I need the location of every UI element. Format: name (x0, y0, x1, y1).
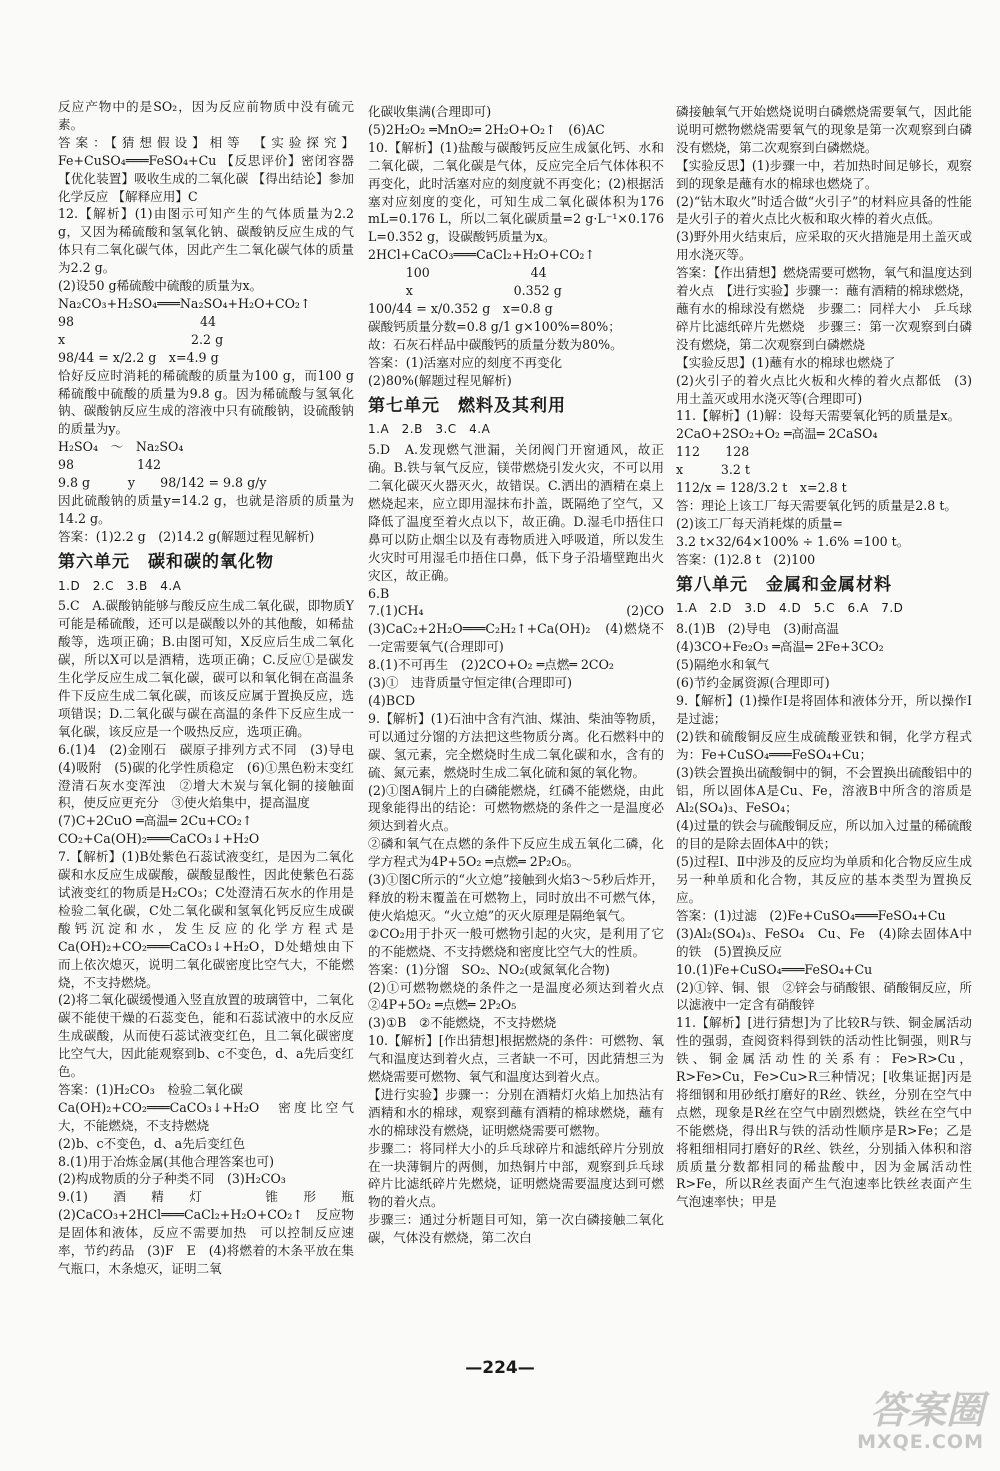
answer-line: (5)2H₂O₂ ═MnO₂═ 2H₂O+O₂↑ (6)AC (368, 121, 605, 137)
unit-6-choice-answers: 1.D 2.C 3.B 4.A (58, 578, 182, 593)
answer-line: (2)将二氧化碳缓慢通入竖直放置的玻璃管中，二氧化碳不能使干燥的石蕊变色，能和石蕊试液中的水反应生成碳酸，从而使石蕊试液变红色，且二氧化碳密度比空气大，因此能观察到b、c不变色，d、a先后变红色。 (58, 992, 354, 1080)
answer-line: 98 44 (58, 313, 216, 329)
answer-line: x 0.352 g (368, 283, 562, 299)
answer-line: 答案：(1)活塞对应的刻度不再变化 (368, 354, 563, 370)
unit-8-heading: 第八单元 金属和金属材料 (676, 574, 892, 595)
answer-line: x 2.2 g (58, 331, 224, 347)
answer-line: (4)过量的铁会与硫酸铜反应，所以加入过量的稀硫酸的目的是除去固体A中的铁； (676, 818, 972, 852)
answer-line: CO₂+Ca(OH)₂═══CaCO₃↓+H₂O (58, 831, 260, 847)
answer-line: 6.(1)4 (2)金刚石 碳原子排列方式不同 (3)导电 (4)吸附 (5)碳的化学性质稳定 (6)①黑色粉末变红 澄清石灰水变浑浊 ②增大木炭与氧化铜的接触面积，使反应更充分 ③使火焰集中，提高温度 (58, 741, 367, 811)
answer-line: 【进行实验】步骤一：分别在酒精灯火焰上加热沾有酒精和水的棉球，观察到蘸有酒精的棉球燃烧，蘸有水的棉球没有燃烧，证明燃烧需要可燃物。 (368, 1086, 664, 1138)
answer-line: 磷接触氧气开始燃烧说明白磷燃烧需要氧气，因此能说明可燃物燃烧需要氧气的现象是第一次观察到白磷没有燃烧，第二次观察到白磷燃烧。 (676, 104, 972, 155)
column-middle (368, 103, 677, 1247)
answer-line: 12.【解析】(1)由图示可知产生的气体质量为2.2 g，又因为稀硫酸和氢氧化钠、碳酸钠反应生成的气体只有二氧化碳气体，因此产生二氧化碳气体的质量为2.2 g。 (58, 206, 354, 276)
page-number: —224— (465, 1358, 535, 1378)
answer-block-unit7 (368, 441, 677, 1247)
answer-line: 100 44 (368, 265, 547, 281)
answer-line: 9.【解析】(1)石油中含有汽油、煤油、柴油等物质，可以通过分馏的方法把这些物质分离。化石燃料中的碳、氢元素，完全燃烧时生成二氧化碳和水，含有的硫、氮元素，燃烧时生成二氧化硫和氮的氧化物。 (368, 710, 664, 780)
answer-line: (4)3CO+Fe₂O₃ ═高温═ 2Fe+3CO₂ (676, 639, 884, 655)
answer-block-unit5 (58, 98, 354, 546)
answer-line: 5.C A.碳酸钠能够与酸反应生成二氧化碳，即物质Y可能是稀硫酸，还可以是碳酸以外的其他酸，如稀盐酸等，选项正确；B.由图可知，X反应后生成二氧化碳，所以X可以是酒精，选项正确；C.反应①是碳发生化学反应生成二氧化碳，碳可以和氧化铜在高温条件下反应生成二氧化碳，而该反应属于置换反应，选项错误；D.二氧化碳与碳在高温的条件下反应生成一氧化碳，该反应是一个吸热反应，选项正确。 (58, 598, 354, 739)
answer-line: 答案：(1)分馏 SO₂、NO₂(或氮氧化合物) (368, 961, 610, 977)
answer-line: (2)“钻木取火”时适合做“火引子”的材料应具备的性能是火引子的着火点比火板和取火棒的着火点低。 (676, 193, 972, 227)
answer-line: 11.【解析】(1)解：设每天需要氧化钙的质量是x。 (676, 408, 961, 424)
answer-block-unit6 (58, 597, 367, 1277)
answer-line: 步骤二：将同样大小的乒乓球碎片和滤纸碎片分别放在一块薄铜片的两侧，加热铜片中部，观察到乒乓球碎片比滤纸碎片先燃烧，证明燃烧需要温度达到可燃物的着火点。 (368, 1140, 664, 1210)
answer-line: Ca(OH)₂+CO₂═══CaCO₃↓+H₂O 密度比空气大，不能燃烧，不支持燃烧 (58, 1099, 354, 1133)
answer-line: (2)①图A铜片上的白磷能燃烧，红磷不能燃烧，由此现象能得出的结论：可燃物燃烧的条件之一是温度必须达到着火点。 (368, 782, 664, 834)
answer-line: 7.【解析】(1)B处紫色石蕊试液变红，是因为二氧化碳和水反应生成碳酸，碳酸显酸性，因此使紫色石蕊试液变红的物质是H₂CO₃；C处澄清石灰水的作用是检验二氧化碳，C处二氧化碳和氢氧化钙反应生成碳酸钙沉淀和水，发生反应的化学方程式是Ca(OH)₂+CO₂═══CaCO₃↓+H₂O，D处蜡烛由下而上依次熄灭，说明二氧化碳密度比空气大，不能燃烧，不支持燃烧。 (58, 849, 354, 990)
answer-line: (2)b、c不变色，d、a先后变红色 (58, 1135, 246, 1151)
answer-line: (5)过程Ⅰ、Ⅱ中涉及的反应均为单质和化合物反应生成另一种单质和化合物，其反应的基本类型为置换反应。 (676, 854, 972, 905)
answer-line: ②磷和氧气在点燃的条件下反应生成五氧化二磷，化学方程式为4P+5O₂ ═点燃═ 2P₂O₅。 (368, 836, 664, 870)
unit-7-choice-answers: 1.A 2.B 3.C 4.A (368, 422, 491, 437)
answer-line: 112/x = 128/3.2 t x=2.8 t (676, 480, 847, 496)
answer-line: 答案：【猜想假设】相等 【实验探究】Fe+CuSO₄═══FeSO₄+Cu 【反思评价】密闭容器 【优化装置】吸收生成的二氧化碳 【得出结论】参加化学反应 【解释应用】C (58, 134, 354, 204)
answer-line: 8.(1)B (2)导电 (3)耐高温 (676, 621, 839, 637)
answer-line: ②CO₂用于扑灭一般可燃物引起的火灾，是利用了它的不能燃烧、不支持燃烧和密度比空气大的性质。 (368, 925, 664, 959)
answer-line: Na₂CO₃+H₂SO₄═══Na₂SO₄+H₂O+CO₂↑ (58, 295, 311, 311)
answer-line: 恰好反应时消耗的稀硫酸的质量为100 g，而100 g稀硫酸中硫酸的质量为9.8 g。因为稀硫酸与氢氧化钠、碳酸钠反应生成的溶液中只有硫酸钠，设硫酸钠的质量为y。 (58, 367, 354, 437)
column-left (58, 98, 367, 1278)
answer-line: 3.2 t×32/64×100% ÷ 1.6% =100 t。 (676, 533, 910, 549)
answer-block-unit8 (676, 620, 972, 1211)
column-right (676, 103, 972, 1211)
answer-line: 10.【解析】(1)盐酸与碳酸钙反应生成氯化钙、水和二氧化碳，二氧化碳是气体，反应完全后气体体积不再变化，此时活塞对应的刻度就不再变化；(2)根据活塞对应刻度的变化，可知生成二氧化碳体积为176 mL=0.176 L，所以二氧化碳质量=2 g·L⁻¹×0.176 L=0.352 g，设碳酸钙质量为x。 (368, 139, 664, 245)
answer-line: 98 142 (58, 457, 162, 473)
answer-line: (7)C+2CuO ═高温═ 2Cu+CO₂↑ (58, 813, 253, 829)
answer-line: (2)铁和硫酸铜反应生成硫酸亚铁和铜，化学方程式为：Fe+CuSO₄═══FeSO₄+Cu； (676, 728, 972, 762)
answer-line: H₂SO₄ ～ Na₂SO₄ (58, 439, 184, 455)
answer-line: (3)①图C所示的“火立熄”接触到火焰3～5秒后炸开，释放的粉末覆盖在可燃物上，同时放出不可燃气体，使火焰熄灭。“火立熄”的灭火原理是隔绝氧气。 (368, 872, 664, 923)
answer-line: (2)①可燃物燃烧的条件之一是温度必须达到着火点 ②4P+5O₂ ═点燃═ 2P₂O₅ (368, 979, 677, 1013)
answer-line: 2CaO+2SO₂+O₂ ═高温═ 2CaSO₄ (676, 426, 878, 442)
answer-line: (4)BCD (368, 693, 416, 708)
answer-line: 10.(1)Fe+CuSO₄═══FeSO₄+Cu (676, 961, 873, 977)
answer-line: 9.8 g y 98/142 = 9.8 g/y (58, 475, 267, 491)
answer-line: (2)该工厂每天消耗煤的质量= (676, 515, 843, 531)
unit-6-heading: 第六单元 碳和碳的氧化物 (58, 551, 274, 572)
answer-line: 98/44 = x/2.2 g x=4.9 g (58, 349, 219, 365)
answer-line: (2)80%(解题过程见解析) (368, 372, 512, 388)
answer-line: 【实验反思】(1)步骤一中，若加热时间足够长，观察到的现象是蘸有水的棉球也燃烧了。 (676, 157, 972, 191)
answer-line: 反应产物中的是SO₂，因为反应前物质中没有硫元素。 (58, 99, 354, 132)
answer-line: 答案：(1)2.8 t (2)100 (676, 551, 816, 567)
answer-line: (2)火引子的着火点比火板和火棒的着火点都低 (3)用土盖灭或用水浇灭等(合理即可) (676, 372, 972, 406)
watermark-url: MXQE.COM (857, 1431, 984, 1453)
answer-line: (2)①锌、铜、银 ②锌会与硝酸银、硝酸铜反应，所以滤液中一定含有硝酸锌 (676, 979, 972, 1013)
answer-line: (3)①B ②不能燃烧，不支持燃烧 (368, 1015, 557, 1031)
answer-line: (2)设50 g稀硫酸中硫酸的质量为x。 (58, 278, 263, 294)
answer-line: (5)隔绝水和氧气 (676, 657, 770, 673)
answer-line: 步骤三：通过分析题目可知，第一次白磷接触二氧化碳，气体没有燃烧，第二次白 (368, 1212, 664, 1246)
answer-line: 2HCl+CaCO₃═══CaCl₂+H₂O+CO₂↑ (368, 247, 595, 263)
answer-line: 碳酸钙质量分数=0.8 g/1 g×100%=80%； (368, 318, 621, 334)
watermark-text: 答案圈 (869, 1388, 984, 1432)
unit-8-choice-answers: 1.A 2.D 3.D 4.D 5.C 6.A 7.D (676, 601, 904, 616)
answer-line: 9.【解析】(1)操作Ⅰ是将固体和液体分开，所以操作Ⅰ是过滤； (676, 693, 972, 726)
answer-line: 化碳收集满(合理即可) (368, 104, 492, 119)
answer-line: 因此硫酸钠的质量y=14.2 g，也就是溶质的质量为14.2 g。 (58, 492, 354, 526)
answer-line: 8.(1)用于冶炼金属(其他合理答案也可) (58, 1153, 274, 1169)
answer-line: (2)构成物质的分子种类不同 (3)H₂CO₃ (58, 1171, 286, 1187)
answer-block-unit6-cont (368, 103, 664, 390)
answer-line: 9.(1)酒精灯 锥形瓶 (2)CaCO₃+2HCl═══CaCl₂+H₂O+CO₂↑ 反应物是固体和液体，反应不需要加热 可以控制反应速率，节约药品 (3)F E (4)将燃着的木条平放在集气瓶口，木条熄灭，证明二氧 (58, 1189, 367, 1276)
answer-line: 答：理论上该工厂每天需要氧化钙的质量是2.8 t。 (676, 497, 957, 513)
answer-line: (3)① 违背质量守恒定律(合理即可) (368, 675, 572, 691)
answer-line: (3)铁会置换出硫酸铜中的铜，不会置换出硫酸铝中的铝，所以固体A是Cu、Fe，溶液B中所含的溶质是Al₂(SO₄)₃、FeSO₄； (676, 764, 972, 816)
answer-line: 答案：(1)2.2 g (2)14.2 g(解题过程见解析) (58, 528, 315, 544)
unit-7-heading: 第七单元 燃料及其利用 (368, 395, 566, 416)
answer-line: x 3.2 t (676, 462, 750, 478)
answer-line: 6.B (368, 585, 390, 601)
answer-line: 【实验反思】(1)蘸有水的棉球也燃烧了 (676, 354, 896, 370)
answer-line: 8.(1)不可再生 (2)2CO+O₂ ═点燃═ 2CO₂ (368, 657, 614, 673)
answer-line: (6)节约金属资源(合理即可) (676, 675, 830, 691)
answer-block-unit7-cont (676, 103, 972, 569)
answer-line: 7.(1)CH₄ (2)CO (3)CaC₂+2H₂O═══C₂H₂↑+Ca(OH)₂ (4)燃烧不一定需要氧气(合理即可) (368, 603, 677, 655)
answer-line: 5.D A.发现燃气泄漏，关闭阀门开窗通风，故正确。B.铁与氧气反应，镁带燃烧引发火灾，不可以用二氧化碳灭火器灭火，故错误。C.洒出的酒精在桌上燃烧起来，应立即用湿抹布扑盖，既隔绝了空气，又降低了温度至着火点以下，故正确。D.湿毛巾捂住口鼻可以防止烟尘以及有毒物质进入呼吸道，所以发生火灾时可用湿毛巾捂住口鼻，低下身子沿墙壁跑出火灾区，故正确。 (368, 442, 664, 583)
answer-line: 故：石灰石样品中碳酸钙的质量分数为80%。 (368, 336, 623, 352)
answer-line: (3)野外用火结束后，应采取的灭火措施是用土盖灭或用水浇灭等。 (676, 229, 972, 263)
answer-line: 100/44 = x/0.352 g x=0.8 g (368, 300, 553, 316)
answer-line: 答案：(1)过滤 (2)Fe+CuSO₄═══FeSO₄+Cu (676, 907, 946, 923)
answer-line: 112 128 (676, 444, 750, 460)
answer-line: 11.【解析】[进行猜想]为了比较R与铁、铜金属活动性的强弱，查阅资料得到铁的活动性比铜强，则R与铁、铜金属活动性的关系有：Fe>R>Cu，R>Fe>Cu，Fe>Cu>R三种情况；[收集证据]丙是将细钢和用砂纸打磨好的R丝、铁丝，分别在空气中点燃，现象是R丝在空气中剧烈燃烧，铁丝在空气中不能燃烧，得出R与铁的活动性顺序是R>Fe；乙是将粗细相同打磨好的R丝、铁丝，分别插入体积和溶质质量分数都相同的稀盐酸中，因为金属活动性R>Fe，所以R丝表面产生气泡速率比铁丝表面产生气泡速率快；甲是 (676, 1015, 972, 1210)
answer-line: 10.【解析】[作出猜想]根据燃烧的条件：可燃物、氧气和温度达到着火点，三者缺一不可，因此猜想三为燃烧需要可燃物、氧气和温度达到着火点。 (368, 1033, 664, 1085)
answer-line: 答案：【作出猜想】燃烧需要可燃物，氧气和温度达到着火点 【进行实验】步骤一：蘸有酒精的棉球燃烧，蘸有水的棉球没有燃烧 步骤二：同样大小 乒乓球碎片比滤纸碎片先燃烧 步骤三：第一次观察到白磷没有燃烧，第二次观察到白磷燃烧 (676, 265, 972, 352)
watermark-logo (774, 1389, 984, 1463)
answer-line: 答案：(1)H₂CO₃ 检验二氧化碳 (58, 1081, 243, 1097)
answer-line: (3)Al₂(SO₄)₃、FeSO₄ Cu、Fe (4)除去固体A中的铁 (5)置换反应 (676, 925, 972, 959)
